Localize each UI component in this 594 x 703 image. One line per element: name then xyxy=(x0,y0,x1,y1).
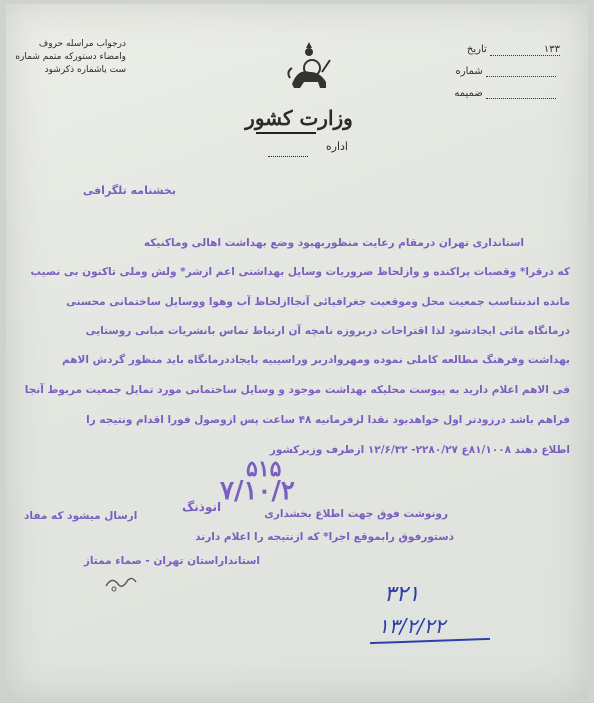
ministry-title: وزارت کشور xyxy=(245,106,353,130)
date-field xyxy=(467,44,560,56)
letter-line: فی الاهم اعلام دارید به پیوست محلیکه بهداشت موجود و وسایل ساختمانی مورد تمایل جمعیت مربوط آنجا xyxy=(24,384,570,396)
number-label: شماره xyxy=(455,66,483,77)
letter-line: استانداری تهران درمقام رعایت منظوربهبود وضع بهداشت اهالی وماکنیکه xyxy=(143,237,524,249)
letter-paper xyxy=(6,4,588,699)
attachment-label: ضمیمه xyxy=(454,88,483,99)
copy-place: انوذنگ xyxy=(182,500,222,514)
reply-instruction-line: ست یاشماره ذکرشود xyxy=(44,65,126,75)
copy-line-end: ارسال میشود که مفاد xyxy=(24,510,138,522)
stamp-number: ۵۱۵ xyxy=(246,456,282,482)
letter-line: بهداشت وفرهنگ مطالعه کاملی نموده ومهروادربر وراسیبیه بایجاددرمانگاه باید منظور گردش الاهم xyxy=(62,354,570,366)
ministry-underline xyxy=(256,132,316,134)
copy-line-2: دستورفوق رابموقع اجرا* که ازنتیجه را اعلام دارند xyxy=(195,531,454,543)
signature-mark-icon xyxy=(104,572,138,594)
letter-title: بخشنامه تلگرافی xyxy=(82,184,176,197)
date-value: ۱۳۳ xyxy=(490,44,560,56)
attachment-dotted-line xyxy=(486,98,556,99)
office-label: اداره xyxy=(325,140,348,153)
handwritten-date: ۱۳/۲/۲۲ xyxy=(378,614,446,638)
date-label: تاریخ xyxy=(466,44,487,55)
reply-instruction-line: وامضاء دستورکه متمم شماره xyxy=(15,52,126,62)
attachment-field xyxy=(454,88,560,99)
handwritten-underline xyxy=(370,638,490,644)
stamp-date: ۷/۱۰/۲ xyxy=(220,476,295,506)
number-dotted-line xyxy=(486,76,556,77)
letter-line: مانده اندبتناسب جمعیت محل وموقعیت جغرافیائی آنجاازلحاظ آب وهوا ووسایل ساختمانی محسنی xyxy=(65,296,570,308)
copy-line-start: رونوشت فوق جهت اطلاع بخشداری xyxy=(264,508,448,520)
reply-instruction-line: درجواب مراسله حروف xyxy=(38,39,126,49)
letter-line: درمانگاه مائی ایجادشود لذا اقتراحات دربروزه نامچه آن ارتباط تماس بانشریات مبانی روستایی xyxy=(85,325,570,337)
lion-and-sun-emblem-icon xyxy=(284,38,334,94)
signature-block: استانداراستان تهران - صماء ممتاز xyxy=(83,555,260,567)
office-dotted-line xyxy=(268,156,308,157)
reply-instructions xyxy=(15,38,126,77)
handwritten-number: ۳۲۱ xyxy=(384,582,420,607)
letter-line: که درقرا* وقصبات پراکنده و وازلحاظ ضروریات وسایل بهداشتی اعم ازشر* ولش وملی تاکنون بی نصیب xyxy=(30,266,570,278)
number-field xyxy=(456,66,560,77)
letter-line: فراهم باشد درزودتر اول خواهدبود نقدا لزفرمانیه ۴۸ ساعت پس ازوصول فورا اقدام ونتیجه را xyxy=(86,414,570,426)
letter-line: اطلاع دهند ۸۱/۱۰۰۸ع ۲۲۸۰/۲۷- ۱۲/۶/۳۲ ازطرف وزیرکشور xyxy=(269,444,570,456)
